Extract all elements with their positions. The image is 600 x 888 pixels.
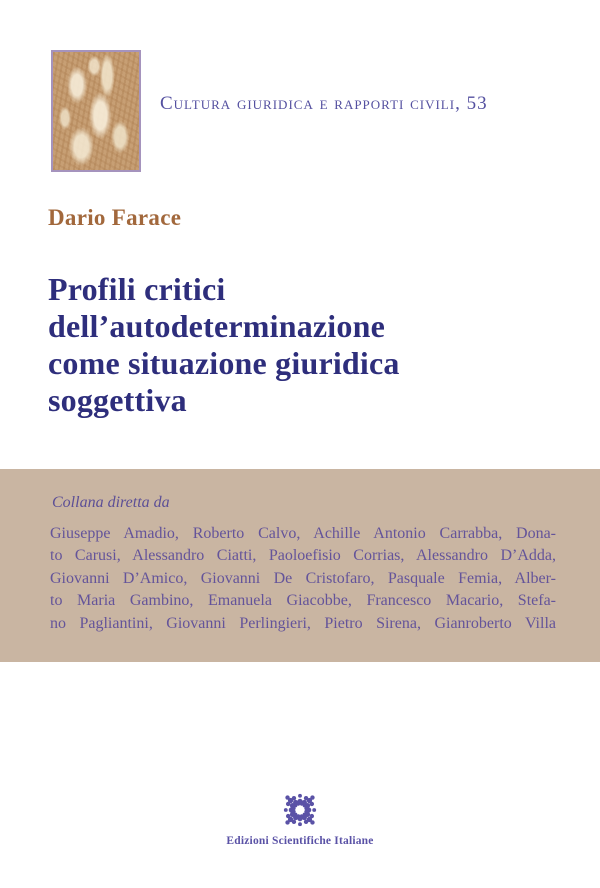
- series-editors-line: to Carusi, Alessandro Ciatti, Paoloefisio Corrias, Alessandro D’Adda,: [50, 547, 556, 565]
- series-editors-line: no Pagliantini, Giovanni Perlingieri, Pietro Sirena, Gianroberto Villa: [50, 614, 556, 632]
- series-editors-line: Giuseppe Amadio, Roberto Calvo, Achille Antonio Carrabba, Dona-: [50, 525, 556, 542]
- book-title-line: Profili critici: [48, 271, 226, 307]
- esi-rosette-icon: [277, 788, 323, 832]
- series-editors-line: to Maria Gambino, Emanuela Giacobbe, Francesco Macario, Stefa-: [50, 592, 556, 610]
- book-title-line: soggettiva: [48, 382, 187, 418]
- book-title: [48, 271, 548, 419]
- series-editors-line: Giovanni D’Amico, Giovanni De Cristofaro, Pasquale Femia, Alber-: [50, 569, 556, 587]
- publisher-logo: [0, 788, 600, 837]
- book-title-line: dell’autodeterminazione: [48, 308, 385, 344]
- series-editors-band: [0, 469, 600, 662]
- book-title-line: come situazione giuridica: [48, 345, 400, 381]
- series-title: Cultura giuridica e rapporti civili, 53: [160, 93, 488, 114]
- woodcut-ornament-image: [51, 50, 141, 172]
- series-editors-label: Collana diretta da: [52, 494, 170, 511]
- author-name: Dario Farace: [48, 205, 182, 230]
- publisher-name: Edizioni Scientifiche Italiane: [226, 835, 374, 847]
